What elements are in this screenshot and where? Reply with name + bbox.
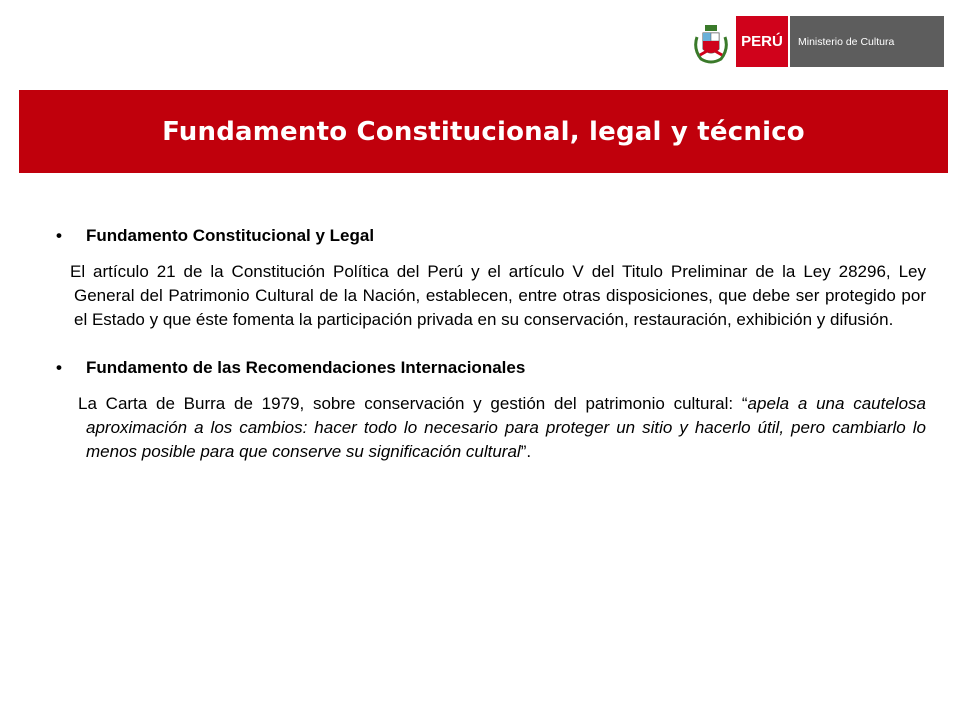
bullet-icon: •	[56, 358, 62, 377]
ministry-logo	[688, 16, 944, 67]
section-heading-international	[56, 356, 926, 380]
bullet-icon: •	[56, 226, 62, 245]
burra-charter-quote: apela a una cautelosa aproximación a los cambios: hacer todo lo necesario para proteger un sitio y hacerlo útil, pero cambiarlo lo menos posible para que conserve su significación cultural	[86, 394, 926, 461]
slide-content	[56, 224, 926, 464]
paragraph-text-end: ”.	[520, 442, 532, 461]
title-bar	[19, 90, 948, 173]
ministry-label: Ministerio de Cultura	[790, 16, 944, 67]
section-paragraph-constitutional: El artículo 21 de la Constitución Política del Perú y el artículo V del Titulo Preliminar de la Ley 28296, Ley General del Patrimonio Cultural de la Nación, establecen, entre otras disposiciones, que debe ser protegido por el Estado y que éste fomenta la participación privada en su conservación, restauración, exhibición y difusión.	[70, 262, 926, 329]
section-heading-text: Fundamento Constitucional y Legal	[86, 226, 375, 245]
slide-title: Fundamento Constitucional, legal y técnico	[162, 116, 805, 147]
section-paragraph-international	[56, 392, 926, 464]
coat-of-arms-icon	[688, 16, 734, 67]
section-heading-text: Fundamento de las Recomendaciones Internacionales	[86, 358, 526, 377]
paragraph-text-start: La Carta de Burra de 1979, sobre conservación y gestión del patrimonio cultural: “	[78, 394, 748, 413]
peru-label: PERÚ	[736, 16, 788, 67]
section-heading-constitutional	[56, 224, 926, 248]
